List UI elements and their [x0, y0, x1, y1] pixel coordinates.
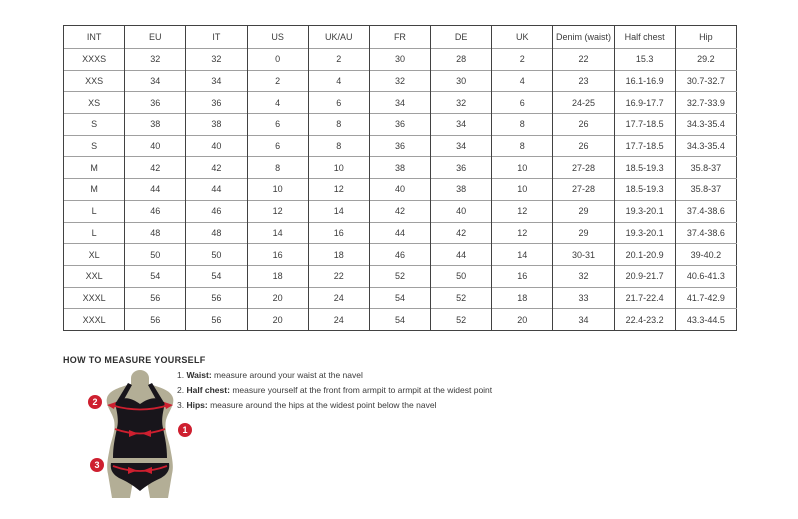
table-cell: 23 [553, 70, 614, 92]
svg-text:2: 2 [92, 397, 98, 408]
table-cell: 56 [125, 309, 186, 331]
table-body [64, 49, 737, 331]
column-header: DE [431, 26, 492, 49]
table-row [64, 157, 737, 179]
table-cell: 30 [431, 70, 492, 92]
table-cell: 14 [492, 244, 553, 266]
table-cell: 28 [431, 49, 492, 71]
table-cell: 48 [125, 222, 186, 244]
table-cell: 35.8-37 [675, 157, 736, 179]
table-cell: 18 [492, 287, 553, 309]
table-cell: 18.5-19.3 [614, 179, 675, 201]
table-cell: 20 [247, 309, 308, 331]
table-cell: M [64, 179, 125, 201]
item-label: Half chest: [186, 385, 230, 395]
item-label: Waist: [186, 370, 212, 380]
table-cell: S [64, 135, 125, 157]
table-cell: 52 [431, 309, 492, 331]
table-row [64, 92, 737, 114]
table-cell: 38 [125, 114, 186, 136]
table-cell: 39-40.2 [675, 244, 736, 266]
column-header: Half chest [614, 26, 675, 49]
column-header: Hip [675, 26, 736, 49]
item-number: 2. [177, 385, 185, 395]
table-row [64, 287, 737, 309]
column-header: UK/AU [308, 26, 369, 49]
table-cell: 21.7-22.4 [614, 287, 675, 309]
table-cell: 30-31 [553, 244, 614, 266]
table-cell: 17.7-18.5 [614, 114, 675, 136]
table-cell: 40.6-41.3 [675, 265, 736, 287]
table-cell: 34 [369, 92, 430, 114]
table-cell: 32 [125, 49, 186, 71]
table-cell: 10 [492, 179, 553, 201]
table-cell: 42 [431, 222, 492, 244]
table-cell: 38 [186, 114, 247, 136]
column-header: FR [369, 26, 430, 49]
table-cell: 12 [247, 200, 308, 222]
item-label: Hips: [186, 400, 208, 410]
table-cell: 33 [553, 287, 614, 309]
table-cell: 16.9-17.7 [614, 92, 675, 114]
table-cell: 10 [247, 179, 308, 201]
table-cell: 12 [492, 222, 553, 244]
table-cell: 6 [247, 135, 308, 157]
item-number: 1. [177, 370, 185, 380]
table-cell: L [64, 200, 125, 222]
table-cell: 24 [308, 309, 369, 331]
table-cell: 29 [553, 222, 614, 244]
table-cell: 30.7-32.7 [675, 70, 736, 92]
table-cell: 32.7-33.9 [675, 92, 736, 114]
table-cell: 46 [369, 244, 430, 266]
table-cell: 4 [492, 70, 553, 92]
table-cell: 34.3-35.4 [675, 114, 736, 136]
table-cell: 8 [492, 135, 553, 157]
column-header: Denim (waist) [553, 26, 614, 49]
table-cell: 43.3-44.5 [675, 309, 736, 331]
table-cell: 10 [308, 157, 369, 179]
table-cell: 32 [553, 265, 614, 287]
table-cell: 54 [369, 287, 430, 309]
table-cell: 37.4-38.6 [675, 200, 736, 222]
table-cell: 38 [431, 179, 492, 201]
table-row [64, 135, 737, 157]
table-cell: 36 [369, 135, 430, 157]
table-cell: 6 [247, 114, 308, 136]
table-cell: XL [64, 244, 125, 266]
table-cell: 14 [308, 200, 369, 222]
measure-section-heading: HOW TO MEASURE YOURSELF [63, 355, 206, 366]
badge-half-chest [88, 395, 102, 409]
table-cell: XXXL [64, 287, 125, 309]
table-cell: 18 [308, 244, 369, 266]
table-cell: 36 [186, 92, 247, 114]
column-header: UK [492, 26, 553, 49]
table-cell: 41.7-42.9 [675, 287, 736, 309]
table-cell: 42 [186, 157, 247, 179]
table-cell: 54 [125, 265, 186, 287]
table-cell: 40 [431, 200, 492, 222]
table-cell: 34 [553, 309, 614, 331]
table-cell: 8 [492, 114, 553, 136]
table-cell: 2 [492, 49, 553, 71]
table-cell: XS [64, 92, 125, 114]
table-cell: 46 [186, 200, 247, 222]
table-cell: 29.2 [675, 49, 736, 71]
table-cell: 8 [308, 135, 369, 157]
table-cell: S [64, 114, 125, 136]
table-cell: 16 [308, 222, 369, 244]
item-number: 3. [177, 400, 185, 410]
table-cell: M [64, 157, 125, 179]
table-cell: 8 [308, 114, 369, 136]
table-cell: 36 [125, 92, 186, 114]
table-cell: 37.4-38.6 [675, 222, 736, 244]
table-cell: 22 [553, 49, 614, 71]
table-cell: 50 [431, 265, 492, 287]
svg-text:1: 1 [182, 425, 188, 436]
table-cell: 54 [369, 309, 430, 331]
table-cell: 35.8-37 [675, 179, 736, 201]
table-cell: 19.3-20.1 [614, 222, 675, 244]
table-cell: 22.4-23.2 [614, 309, 675, 331]
table-cell: 18 [247, 265, 308, 287]
table-cell: 2 [308, 49, 369, 71]
table-cell: 8 [247, 157, 308, 179]
table-cell: 34.3-35.4 [675, 135, 736, 157]
table-cell: 44 [431, 244, 492, 266]
table-cell: 56 [125, 287, 186, 309]
measure-item-hips [177, 401, 492, 410]
badge-waist [178, 423, 192, 437]
table-cell: 44 [369, 222, 430, 244]
table-cell: 26 [553, 114, 614, 136]
table-cell: XXL [64, 265, 125, 287]
table-cell: 2 [247, 70, 308, 92]
table-row [64, 200, 737, 222]
table-cell: 20 [492, 309, 553, 331]
table-cell: 16.1-16.9 [614, 70, 675, 92]
table-row [64, 114, 737, 136]
table-cell: L [64, 222, 125, 244]
size-chart-table [63, 25, 737, 331]
item-text: measure around your waist at the navel [214, 370, 363, 380]
table-header-row [64, 26, 737, 49]
table-cell: 17.7-18.5 [614, 135, 675, 157]
table-row [64, 179, 737, 201]
table-cell: 30 [369, 49, 430, 71]
table-cell: 42 [125, 157, 186, 179]
measure-item-half-chest [177, 386, 492, 395]
table-cell: 15.3 [614, 49, 675, 71]
table-cell: 0 [247, 49, 308, 71]
table-cell: 24-25 [553, 92, 614, 114]
table-cell: 22 [308, 265, 369, 287]
table-cell: 34 [431, 135, 492, 157]
table-row [64, 222, 737, 244]
column-header: EU [125, 26, 186, 49]
table-cell: 29 [553, 200, 614, 222]
table-cell: 32 [186, 49, 247, 71]
table-cell: 19.3-20.1 [614, 200, 675, 222]
table-cell: 44 [125, 179, 186, 201]
table-cell: 56 [186, 309, 247, 331]
table-cell: 54 [186, 265, 247, 287]
table-row [64, 309, 737, 331]
table-cell: 42 [369, 200, 430, 222]
table-cell: 52 [369, 265, 430, 287]
item-text: measure yourself at the front from armpit to armpit at the widest point [232, 385, 493, 395]
table-cell: 4 [308, 70, 369, 92]
column-header: INT [64, 26, 125, 49]
table-cell: 46 [125, 200, 186, 222]
table-cell: 48 [186, 222, 247, 244]
table-cell: 16 [247, 244, 308, 266]
table-cell: 18.5-19.3 [614, 157, 675, 179]
table-cell: 27-28 [553, 157, 614, 179]
table-cell: 32 [369, 70, 430, 92]
table-cell: 6 [492, 92, 553, 114]
table-cell: 34 [125, 70, 186, 92]
table-cell: 56 [186, 287, 247, 309]
table-cell: 20 [247, 287, 308, 309]
svg-text:3: 3 [94, 460, 100, 471]
table-cell: 4 [247, 92, 308, 114]
table-cell: 24 [308, 287, 369, 309]
table-row [64, 70, 737, 92]
table-cell: 27-28 [553, 179, 614, 201]
table-row [64, 49, 737, 71]
table-cell: 6 [308, 92, 369, 114]
column-header: IT [186, 26, 247, 49]
table-cell: 40 [369, 179, 430, 201]
table-cell: 36 [431, 157, 492, 179]
table-cell: 12 [492, 200, 553, 222]
table-cell: 38 [369, 157, 430, 179]
measure-instructions-list [177, 371, 492, 416]
table-cell: 34 [431, 114, 492, 136]
table-cell: 50 [125, 244, 186, 266]
column-header: US [247, 26, 308, 49]
table-cell: 40 [125, 135, 186, 157]
table-row [64, 244, 737, 266]
table-cell: 20.1-20.9 [614, 244, 675, 266]
table-cell: 40 [186, 135, 247, 157]
badge-hips [90, 458, 104, 472]
table-cell: XXS [64, 70, 125, 92]
table-cell: 10 [492, 157, 553, 179]
table-cell: 50 [186, 244, 247, 266]
measure-item-waist [177, 371, 492, 380]
table-cell: 16 [492, 265, 553, 287]
table-cell: 52 [431, 287, 492, 309]
table-cell: XXXS [64, 49, 125, 71]
table-header [64, 26, 737, 49]
table-cell: 20.9-21.7 [614, 265, 675, 287]
table-cell: XXXL [64, 309, 125, 331]
table-cell: 12 [308, 179, 369, 201]
table-cell: 36 [369, 114, 430, 136]
table-row [64, 265, 737, 287]
table-cell: 32 [431, 92, 492, 114]
table-cell: 26 [553, 135, 614, 157]
table-cell: 44 [186, 179, 247, 201]
item-text: measure around the hips at the widest point below the navel [210, 400, 437, 410]
table-cell: 14 [247, 222, 308, 244]
table-cell: 34 [186, 70, 247, 92]
